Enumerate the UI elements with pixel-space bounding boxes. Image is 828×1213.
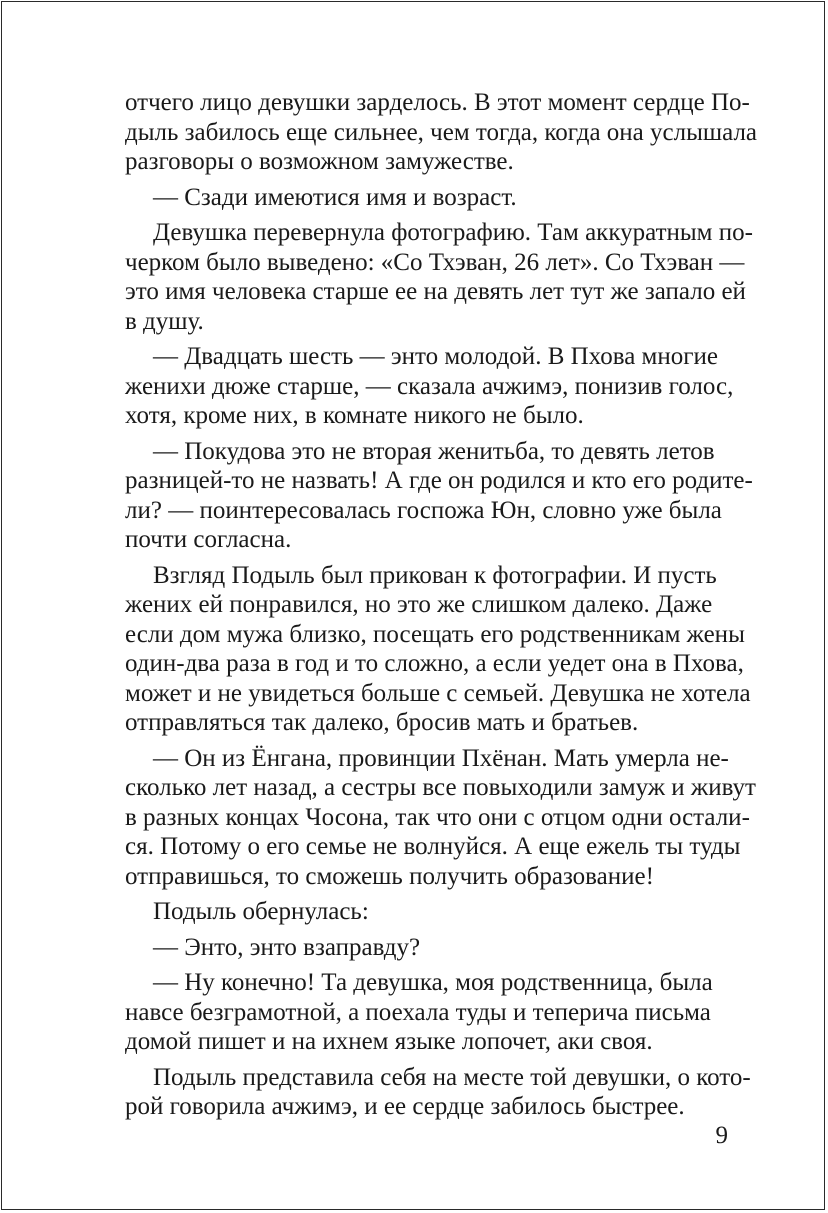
text-line: — Он из Ёнгана, провинции Пхёнан. Мать умерла не- [153,744,729,772]
text-line: женихи дюже старше, — сказала ачжимэ, понизив голос, [125,372,734,400]
text-line: в разных концах Чосона, так что они с отцом одни остали- [125,803,750,831]
text-line: отправишься, то сможешь получить образование! [125,862,654,890]
page-number: 9 [715,1122,728,1149]
body-text [125,88,758,1122]
text-line: жених ей понравился, но это же слишком далеко. Даже [125,591,713,618]
text-line: Подыль представила себя на месте той девушки, о кото- [153,1063,751,1091]
text-line: навсе безграмотной, а поехала туды и теперича письма [125,998,711,1026]
text-line: отправляться так далеко, бросив мать и братьев. [125,709,639,736]
text-line: ся. Потому о его семье не волнуйся. А еще ежель ты туды [125,833,741,860]
text-line: почти согласна. [125,526,292,553]
text-line: Взгляд Подыль был прикован к фотографии. И пусть [153,561,717,589]
text-line: в душу. [125,307,204,335]
text-line: черком было выведено: «Со Тхэван, 26 лет». Со Тхэван — [125,248,745,276]
text-line: один-два раза в год и то сложно, а если уедет она в Пхова, [125,650,744,677]
text-line: — Двадцать шесть — энто молодой. В Пхова многие [153,343,718,370]
text-line: ли? — поинтересовалась госпожа Юн, словно уже была [125,496,722,524]
text-line: — Энто, энто взаправду? [153,933,421,961]
text-line: домой пишет и на ихнем языке лопочет, аки своя. [125,1028,653,1055]
text-line: может и не увидеться больше с семьей. Девушка не хотела [125,679,751,707]
text-line: рой говорила ачжимэ, и ее сердце забилось быстрее. [125,1093,685,1120]
text-line: если дом мужа близко, посещать его родственникам жены [125,620,745,648]
text-line: отчего лицо девушки зарделось. В этот момент сердце По- [125,89,750,116]
text-line: разговоры о возможном замужестве. [125,148,514,175]
text-line: разницей-то не назвать! А где он родился и кто его родите- [125,467,753,494]
text-line: Подыль обернулась: [153,898,369,925]
text-line: — Ну конечно! Та девушка, моя родственница, была [153,969,713,996]
text-line: дыль забилось еще сильнее, чем тогда, когда она услышала [125,118,758,146]
text-line: это имя человека старше ее на девять лет тут же запало ей [125,278,746,305]
text-line: хотя, кроме них, в комнате никого не было. [125,402,584,429]
text-line: Девушка перевернула фотографию. Там аккуратным по- [153,219,753,246]
text-line: сколько лет назад, а сестры все повыходили замуж и живут [125,774,756,801]
text-line: — Сзади имеютися имя и возраст. [153,183,517,211]
text-line: — Покудова это не вторая женитьба, то девять летов [153,437,715,465]
